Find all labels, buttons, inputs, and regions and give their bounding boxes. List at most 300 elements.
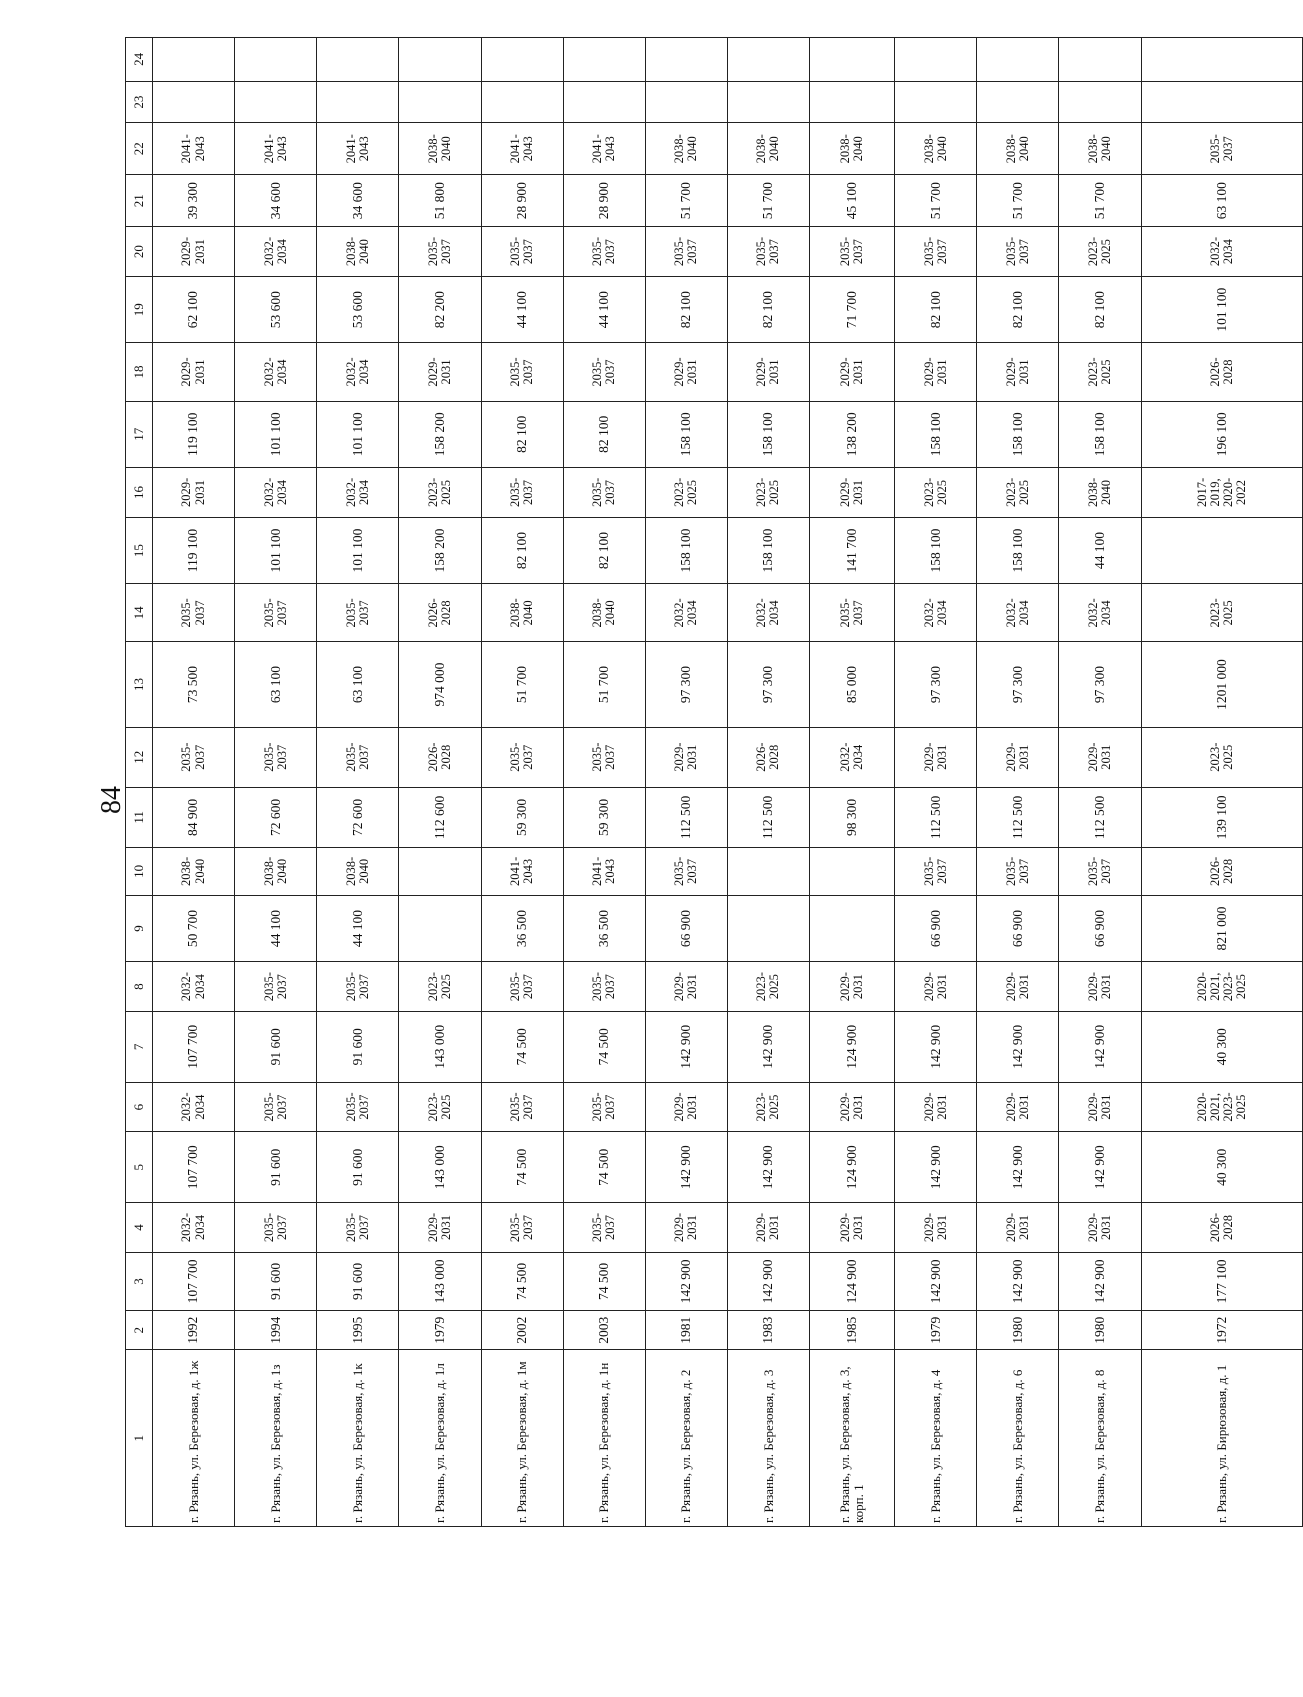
table-cell: 2020-2021, 2023-2025 — [1141, 962, 1302, 1012]
table-cell: 91 600 — [317, 1132, 399, 1203]
table-cell: 2023-2025 — [1059, 343, 1141, 401]
table-cell — [810, 81, 895, 123]
table-cell: 2023-2025 — [1141, 727, 1302, 787]
table-cell: 142 900 — [645, 1132, 727, 1203]
column-header: 14 — [126, 584, 153, 642]
table-cell: 2029-2031 — [399, 343, 481, 401]
table-cell: 2038-2040 — [1059, 123, 1141, 175]
table-cell: 2029-2031 — [977, 343, 1059, 401]
table-cell: 2032-2034 — [645, 584, 727, 642]
table-cell: 44 100 — [481, 276, 563, 342]
table-cell: 138 200 — [810, 401, 895, 467]
table-cell: 2029-2031 — [727, 343, 809, 401]
table-cell: 2032-2034 — [895, 584, 977, 642]
table-cell: 112 500 — [1059, 787, 1141, 847]
table-cell: 142 900 — [895, 1012, 977, 1083]
table-cell: 124 900 — [810, 1132, 895, 1203]
table-cell: 158 100 — [727, 517, 809, 583]
column-header: 6 — [126, 1082, 153, 1132]
table-cell: 82 100 — [481, 401, 563, 467]
table-cell: 2003 — [563, 1311, 645, 1350]
table-cell: 51 700 — [895, 175, 977, 227]
table-cell: 2041-2043 — [481, 848, 563, 896]
table-cell: 2035-2037 — [317, 584, 399, 642]
table-cell — [481, 38, 563, 82]
address-cell: г. Рязань, ул. Березовая, д. 1з — [235, 1350, 317, 1527]
table-cell: 2032-2034 — [1059, 584, 1141, 642]
table-cell: 2029-2031 — [153, 343, 235, 401]
table-row — [977, 38, 1059, 1527]
table-cell: 2038-2040 — [317, 227, 399, 277]
table-cell: 36 500 — [563, 895, 645, 961]
table-cell: 101 100 — [235, 401, 317, 467]
column-header: 9 — [126, 895, 153, 961]
table-cell: 66 900 — [895, 895, 977, 961]
column-header: 23 — [126, 81, 153, 123]
column-header: 17 — [126, 401, 153, 467]
table-cell: 1995 — [317, 1311, 399, 1350]
table-cell — [399, 81, 481, 123]
table-cell: 97 300 — [645, 642, 727, 727]
table-cell — [153, 38, 235, 82]
column-header: 19 — [126, 276, 153, 342]
table-cell — [977, 81, 1059, 123]
table-cell — [810, 895, 895, 961]
table-cell: 34 600 — [317, 175, 399, 227]
table-cell: 2038-2040 — [977, 123, 1059, 175]
column-header: 7 — [126, 1012, 153, 1083]
table-cell: 139 100 — [1141, 787, 1302, 847]
table-cell — [153, 81, 235, 123]
table-cell: 45 100 — [810, 175, 895, 227]
table-cell: 72 600 — [235, 787, 317, 847]
table-cell: 2029-2031 — [895, 1082, 977, 1132]
table-cell: 2035-2037 — [317, 727, 399, 787]
table-cell: 44 100 — [235, 895, 317, 961]
table-cell: 2038-2040 — [481, 584, 563, 642]
table-cell: 2035-2037 — [235, 962, 317, 1012]
table-cell: 51 700 — [727, 175, 809, 227]
table-cell: 2041-2043 — [481, 123, 563, 175]
table-cell: 2032-2034 — [317, 343, 399, 401]
table-cell: 112 500 — [895, 787, 977, 847]
table-cell: 2035-2037 — [727, 227, 809, 277]
table-cell: 2035-2037 — [563, 1203, 645, 1253]
table-cell: 53 600 — [235, 276, 317, 342]
table-cell: 2035-2037 — [235, 1203, 317, 1253]
table-row — [895, 38, 977, 1527]
address-cell: г. Рязань, ул. Березовая, д. 1ж — [153, 1350, 235, 1527]
table-row — [810, 38, 895, 1527]
table-cell: 51 700 — [645, 175, 727, 227]
table-cell: 82 100 — [645, 276, 727, 342]
table-cell: 142 900 — [1059, 1012, 1141, 1083]
table-cell: 82 100 — [1059, 276, 1141, 342]
table-cell: 2038-2040 — [645, 123, 727, 175]
table-cell: 59 300 — [563, 787, 645, 847]
table-cell: 1979 — [895, 1311, 977, 1350]
table-cell: 74 500 — [563, 1132, 645, 1203]
table-cell: 177 100 — [1141, 1252, 1302, 1310]
table-row — [235, 38, 317, 1527]
table-cell: 2029-2031 — [895, 343, 977, 401]
table-row — [1059, 38, 1141, 1527]
table-cell: 158 100 — [1059, 401, 1141, 467]
table-cell: 143 000 — [399, 1012, 481, 1083]
table-cell: 2029-2031 — [645, 1082, 727, 1132]
table-cell: 2035-2037 — [563, 962, 645, 1012]
address-cell: г. Рязань, ул. Березовая, д. 4 — [895, 1350, 977, 1527]
table-cell: 2035-2037 — [317, 962, 399, 1012]
column-header: 3 — [126, 1252, 153, 1310]
table-cell: 82 100 — [727, 276, 809, 342]
table-cell: 821 000 — [1141, 895, 1302, 961]
table-cell — [399, 895, 481, 961]
table-cell: 974 000 — [399, 642, 481, 727]
data-table — [125, 37, 1303, 1527]
table-cell: 74 500 — [563, 1252, 645, 1310]
table-cell: 2038-2040 — [895, 123, 977, 175]
table-cell: 2035-2037 — [645, 848, 727, 896]
table-cell: 158 100 — [895, 517, 977, 583]
table-cell: 143 000 — [399, 1132, 481, 1203]
table-cell: 1985 — [810, 1311, 895, 1350]
table-cell: 2029-2031 — [645, 727, 727, 787]
table-cell — [977, 38, 1059, 82]
table-cell: 2023-2025 — [645, 468, 727, 518]
table-cell: 66 900 — [1059, 895, 1141, 961]
table-cell: 62 100 — [153, 276, 235, 342]
table-cell: 2041-2043 — [563, 848, 645, 896]
table-cell: 72 600 — [317, 787, 399, 847]
table-cell: 2035-2037 — [810, 584, 895, 642]
table-cell: 2038-2040 — [317, 848, 399, 896]
table-cell: 82 100 — [563, 401, 645, 467]
table-cell: 97 300 — [977, 642, 1059, 727]
column-header: 10 — [126, 848, 153, 896]
table-cell: 85 000 — [810, 642, 895, 727]
table-cell — [810, 38, 895, 82]
address-cell: г. Рязань, ул. Березовая, д. 2 — [645, 1350, 727, 1527]
address-cell: г. Рязань, ул. Бирюзовая, д. 1 — [1141, 1350, 1302, 1527]
table-cell: 143 000 — [399, 1252, 481, 1310]
table-cell: 39 300 — [153, 175, 235, 227]
table-cell: 2038-2040 — [399, 123, 481, 175]
table-cell: 2035-2037 — [895, 227, 977, 277]
table-cell: 44 100 — [563, 276, 645, 342]
table-cell: 2032-2034 — [235, 227, 317, 277]
table-cell: 158 100 — [727, 401, 809, 467]
table-cell: 119 100 — [153, 401, 235, 467]
table-row — [563, 38, 645, 1527]
column-header: 16 — [126, 468, 153, 518]
table-cell: 34 600 — [235, 175, 317, 227]
address-cell: г. Рязань, ул. Березовая, д. 6 — [977, 1350, 1059, 1527]
table-cell: 2035-2037 — [153, 584, 235, 642]
table-cell: 2029-2031 — [645, 962, 727, 1012]
table-cell: 91 600 — [235, 1132, 317, 1203]
column-header: 24 — [126, 38, 153, 82]
column-header: 22 — [126, 123, 153, 175]
table-cell: 2029-2031 — [977, 727, 1059, 787]
table-cell: 2035-2037 — [563, 227, 645, 277]
table-cell: 2035-2037 — [481, 1082, 563, 1132]
table-row — [727, 38, 809, 1527]
table-cell: 2029-2031 — [977, 962, 1059, 1012]
table-cell: 2026-2028 — [399, 584, 481, 642]
table-cell: 82 200 — [399, 276, 481, 342]
table-cell: 112 500 — [977, 787, 1059, 847]
table-cell: 142 900 — [645, 1012, 727, 1083]
table-cell: 2017-2019, 2020-2022 — [1141, 468, 1302, 518]
table-cell: 2035-2037 — [1141, 123, 1302, 175]
table-cell: 2035-2037 — [153, 727, 235, 787]
column-header: 20 — [126, 227, 153, 277]
column-header: 18 — [126, 343, 153, 401]
table-row — [317, 38, 399, 1527]
table-cell: 107 700 — [153, 1252, 235, 1310]
table-cell: 28 900 — [481, 175, 563, 227]
table-cell: 84 900 — [153, 787, 235, 847]
table-cell: 2041-2043 — [317, 123, 399, 175]
table-cell: 1981 — [645, 1311, 727, 1350]
table-cell: 74 500 — [481, 1252, 563, 1310]
table-cell — [481, 81, 563, 123]
table-cell: 2032-2034 — [153, 1082, 235, 1132]
table-cell: 2035-2037 — [563, 343, 645, 401]
table-cell: 2029-2031 — [810, 343, 895, 401]
table-cell: 2038-2040 — [153, 848, 235, 896]
column-header: 21 — [126, 175, 153, 227]
table-cell: 158 100 — [977, 517, 1059, 583]
table-cell: 36 500 — [481, 895, 563, 961]
column-header: 5 — [126, 1132, 153, 1203]
table-cell: 2038-2040 — [810, 123, 895, 175]
column-header: 15 — [126, 517, 153, 583]
table-cell: 2029-2031 — [895, 1203, 977, 1253]
table-cell — [895, 38, 977, 82]
table-cell: 112 500 — [727, 787, 809, 847]
table-cell — [727, 848, 809, 896]
column-header: 1 — [126, 1350, 153, 1527]
table-cell: 142 900 — [645, 1252, 727, 1310]
table-cell: 2032-2034 — [235, 343, 317, 401]
table-cell — [563, 81, 645, 123]
column-header: 13 — [126, 642, 153, 727]
table-cell — [1141, 38, 1302, 82]
table-cell — [727, 38, 809, 82]
table-cell: 2029-2031 — [1059, 962, 1141, 1012]
table-cell: 2032-2034 — [977, 584, 1059, 642]
table-cell: 1992 — [153, 1311, 235, 1350]
table-cell — [645, 81, 727, 123]
table-cell: 74 500 — [563, 1012, 645, 1083]
table-cell: 1980 — [977, 1311, 1059, 1350]
table-cell: 2035-2037 — [977, 227, 1059, 277]
table-cell: 91 600 — [317, 1252, 399, 1310]
table-cell: 59 300 — [481, 787, 563, 847]
table-cell: 51 700 — [481, 642, 563, 727]
table-cell: 2032-2034 — [235, 468, 317, 518]
table-cell: 71 700 — [810, 276, 895, 342]
table-cell: 2023-2025 — [727, 962, 809, 1012]
table-cell: 2035-2037 — [1059, 848, 1141, 896]
table-cell: 2038-2040 — [727, 123, 809, 175]
table-cell: 2035-2037 — [895, 848, 977, 896]
table-cell: 2023-2025 — [727, 1082, 809, 1132]
table-cell: 107 700 — [153, 1012, 235, 1083]
table-cell: 101 100 — [317, 517, 399, 583]
table-cell: 2041-2043 — [153, 123, 235, 175]
table-cell: 141 700 — [810, 517, 895, 583]
table-cell: 2035-2037 — [317, 1203, 399, 1253]
table-cell: 2029-2031 — [810, 468, 895, 518]
table-cell: 112 600 — [399, 787, 481, 847]
table-cell: 51 800 — [399, 175, 481, 227]
table-cell: 2029-2031 — [810, 1203, 895, 1253]
rotated-table-container — [125, 37, 1303, 1527]
table-cell: 142 900 — [1059, 1252, 1141, 1310]
column-header: 11 — [126, 787, 153, 847]
table-row — [645, 38, 727, 1527]
table-cell: 142 900 — [895, 1132, 977, 1203]
table-cell: 63 100 — [235, 642, 317, 727]
table-cell: 53 600 — [317, 276, 399, 342]
table-cell: 2035-2037 — [645, 227, 727, 277]
table-cell: 2029-2031 — [977, 1203, 1059, 1253]
table-cell: 2035-2037 — [481, 727, 563, 787]
table-cell: 112 500 — [645, 787, 727, 847]
table-cell: 2026-2028 — [1141, 848, 1302, 896]
column-header: 4 — [126, 1203, 153, 1253]
table-cell: 2026-2028 — [1141, 343, 1302, 401]
table-cell: 2023-2025 — [399, 962, 481, 1012]
table-cell: 91 600 — [235, 1012, 317, 1083]
table-cell — [1059, 81, 1141, 123]
table-cell — [1059, 38, 1141, 82]
table-cell: 51 700 — [563, 642, 645, 727]
table-cell: 2023-2025 — [895, 468, 977, 518]
table-cell: 82 100 — [563, 517, 645, 583]
table-cell: 40 300 — [1141, 1132, 1302, 1203]
table-cell: 2029-2031 — [645, 343, 727, 401]
table-cell: 44 100 — [317, 895, 399, 961]
table-cell: 2023-2025 — [977, 468, 1059, 518]
table-cell — [727, 81, 809, 123]
table-cell — [727, 895, 809, 961]
table-cell — [1141, 517, 1302, 583]
column-header: 12 — [126, 727, 153, 787]
table-cell: 66 900 — [977, 895, 1059, 961]
table-cell: 124 900 — [810, 1012, 895, 1083]
table-cell — [563, 38, 645, 82]
table-cell: 142 900 — [977, 1252, 1059, 1310]
table-cell: 158 100 — [895, 401, 977, 467]
table-cell: 1994 — [235, 1311, 317, 1350]
table-cell: 2020-2021, 2023-2025 — [1141, 1082, 1302, 1132]
table-cell: 2023-2025 — [399, 1082, 481, 1132]
table-cell — [399, 848, 481, 896]
table-cell: 2026-2028 — [727, 727, 809, 787]
table-cell: 2035-2037 — [481, 227, 563, 277]
table-cell — [235, 38, 317, 82]
table-cell — [895, 81, 977, 123]
column-header: 8 — [126, 962, 153, 1012]
table-cell: 74 500 — [481, 1012, 563, 1083]
table-cell — [399, 38, 481, 82]
table-cell: 2029-2031 — [810, 1082, 895, 1132]
address-cell: г. Рязань, ул. Березовая, д. 1м — [481, 1350, 563, 1527]
table-cell: 101 100 — [317, 401, 399, 467]
table-row — [1141, 38, 1302, 1527]
table-cell: 40 300 — [1141, 1012, 1302, 1083]
table-cell: 2035-2037 — [399, 227, 481, 277]
table-cell: 2029-2031 — [399, 1203, 481, 1253]
table-cell: 158 100 — [645, 517, 727, 583]
table-cell: 97 300 — [727, 642, 809, 727]
table-cell: 2032-2034 — [317, 468, 399, 518]
table-cell: 142 900 — [727, 1252, 809, 1310]
table-cell: 2035-2037 — [235, 727, 317, 787]
table-cell: 51 700 — [1059, 175, 1141, 227]
address-cell: г. Рязань, ул. Березовая, д. 1н — [563, 1350, 645, 1527]
table-cell: 2041-2043 — [563, 123, 645, 175]
table-cell: 97 300 — [1059, 642, 1141, 727]
table-cell: 101 100 — [235, 517, 317, 583]
table-cell: 1201 000 — [1141, 642, 1302, 727]
table-header-row — [126, 38, 153, 1527]
table-cell: 142 900 — [977, 1132, 1059, 1203]
table-cell: 63 100 — [1141, 175, 1302, 227]
table-cell: 119 100 — [153, 517, 235, 583]
table-cell: 2029-2031 — [1059, 1203, 1141, 1253]
table-cell: 2029-2031 — [645, 1203, 727, 1253]
table-cell: 1972 — [1141, 1311, 1302, 1350]
table-cell: 73 500 — [153, 642, 235, 727]
table-cell: 2023-2025 — [727, 468, 809, 518]
table-cell: 2035-2037 — [235, 1082, 317, 1132]
table-cell: 2026-2028 — [1141, 1203, 1302, 1253]
table-cell: 98 300 — [810, 787, 895, 847]
table-cell: 74 500 — [481, 1132, 563, 1203]
table-cell: 2032-2034 — [1141, 227, 1302, 277]
table-cell: 2029-2031 — [1059, 1082, 1141, 1132]
table-cell — [235, 81, 317, 123]
table-row — [153, 38, 235, 1527]
table-cell: 158 100 — [977, 401, 1059, 467]
table-cell: 158 200 — [399, 401, 481, 467]
table-cell: 158 200 — [399, 517, 481, 583]
table-cell: 2032-2034 — [153, 1203, 235, 1253]
table-cell: 101 100 — [1141, 276, 1302, 342]
table-cell: 2038-2040 — [235, 848, 317, 896]
table-cell: 50 700 — [153, 895, 235, 961]
table-cell: 2029-2031 — [810, 962, 895, 1012]
table-cell: 158 100 — [645, 401, 727, 467]
table-cell — [810, 848, 895, 896]
table-cell: 66 900 — [645, 895, 727, 961]
table-cell: 2035-2037 — [317, 1082, 399, 1132]
table-cell — [317, 81, 399, 123]
table-cell: 2041-2043 — [235, 123, 317, 175]
table-cell: 2029-2031 — [1059, 727, 1141, 787]
table-cell: 2029-2031 — [153, 468, 235, 518]
table-cell — [1141, 81, 1302, 123]
table-cell: 91 600 — [235, 1252, 317, 1310]
table-cell: 2029-2031 — [153, 227, 235, 277]
address-cell: г. Рязань, ул. Березовая, д. 1к — [317, 1350, 399, 1527]
table-cell: 28 900 — [563, 175, 645, 227]
